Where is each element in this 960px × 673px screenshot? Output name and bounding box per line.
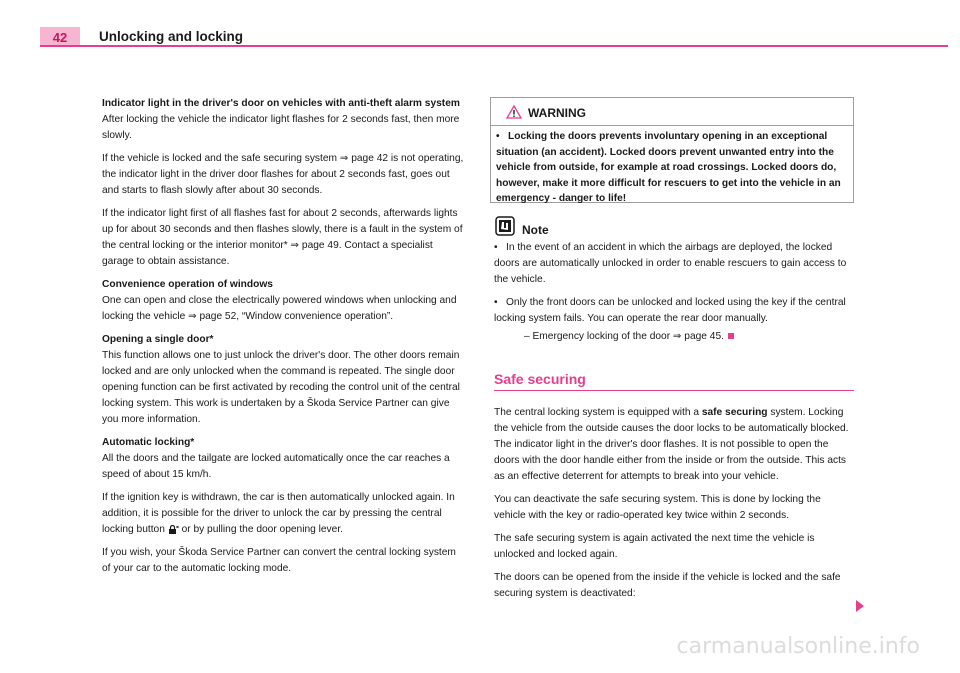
next-page-arrow-icon[interactable]	[856, 600, 864, 612]
note-sub-item-text: – Emergency locking of the door ⇒ page 45.	[524, 331, 724, 342]
note-title: Note	[522, 223, 549, 237]
paragraph-part: If the ignition key is withdrawn, the car is then automatically unlocked again. In addition, it is possible for the driver to unlock the car by pressing the central locking button	[102, 492, 455, 535]
warning-text	[496, 129, 848, 207]
indicator-heading: Indicator light in the driver's door on vehicles with anti-theft alarm system	[102, 98, 460, 109]
paragraph	[102, 490, 467, 538]
paragraph: The safe securing system is again activated the next time the vehicle is unlocked and locked again.	[494, 533, 815, 560]
note-sub-item	[494, 329, 854, 345]
note-item-text: In the event of an accident in which the airbags are deployed, the locked doors are automatically unlocked in order to enable rescuers to gain access to the vehicle.	[494, 242, 847, 285]
paragraph: One can open and close the electrically powered windows when unlocking and locking the vehicle ⇒ page 52, “Window convenience operation”.	[102, 295, 457, 322]
paragraph-part: system. Locking the vehicle from the outside causes the door locks to be automatically blocked. The indicator light in the driver's door flashes. It is not possible to open the doors with the door handle either from the inside or from the outside. This acts as an effective deterrent for attempts to break into your vehicle.	[494, 407, 849, 482]
note-item	[494, 295, 854, 327]
section-title-safe-securing: Safe securing	[494, 371, 586, 387]
warning-body: Locking the doors prevents involuntary opening in an exceptional situation (an accident). Locked doors prevent unwanted entry into the vehicle from outside, for example at road crossings. Locked doors do, however, make it more difficult for rescuers to get into the vehicle in an emergency - danger to life!	[496, 131, 841, 204]
automatic-locking-heading: Automatic locking*	[102, 437, 195, 448]
note-item	[494, 240, 854, 288]
paragraph: If you wish, your Škoda Service Partner can convert the central locking system of your car to the automatic locking mode.	[102, 547, 456, 574]
windows-heading: Convenience operation of windows	[102, 279, 273, 290]
header-rule	[40, 45, 948, 47]
bullet: •	[496, 131, 500, 142]
paragraph: If the vehicle is locked and the safe securing system ⇒ page 42 is not operating, the indicator light in the driver door flashes for about 2 seconds fast, goes out and starts to flash slowly after about 30 seconds.	[102, 153, 464, 196]
section-rule	[494, 390, 854, 391]
paragraph: The doors can be opened from the inside if the vehicle is locked and the safe securing system is deactivated:	[494, 572, 841, 599]
bold-term: safe securing	[701, 407, 768, 418]
note-icon	[495, 216, 515, 236]
single-door-heading: Opening a single door*	[102, 334, 214, 345]
paragraph: After locking the vehicle the indicator light flashes for 2 seconds fast, then more slowly.	[102, 114, 460, 141]
warning-header	[491, 98, 853, 126]
paragraph	[494, 405, 854, 485]
paragraph-part: The central locking system is equipped with a	[494, 407, 702, 418]
safe-securing-body	[494, 405, 854, 609]
paragraph: You can deactivate the safe securing system. This is done by locking the vehicle with the key or radio-operated key twice within 2 seconds.	[494, 494, 821, 521]
bullet: •	[494, 242, 498, 253]
left-column	[102, 96, 467, 584]
paragraph: All the doors and the tailgate are locked automatically once the car reaches a speed of about 15 km/h.	[102, 453, 450, 480]
bullet: •	[494, 297, 498, 308]
paragraph: This function allows one to just unlock the driver's door. The other doors remain locked and are only unlocked when the command is repeated. The single door opening function can be first activated by recoding the control unit of the central locking system. This work is undertaken by a Škoda Service Partner can give you more information.	[102, 350, 460, 425]
page-number: 42	[40, 27, 80, 47]
lock-button-icon	[168, 525, 179, 534]
watermark: carmanualsonline.info	[676, 634, 920, 659]
warning-box	[490, 97, 854, 203]
page-title: Unlocking and locking	[99, 29, 244, 44]
paragraph: If the indicator light first of all flashes fast for about 2 seconds, afterwards lights up for about 30 seconds and then flashes slowly, there is a fault in the system of the central locking or the interior monitor* ⇒ page 49. Contact a specialist garage to obtain assistance.	[102, 208, 463, 267]
note-body	[494, 240, 854, 352]
warning-title: WARNING	[528, 106, 586, 120]
note-item-text: Only the front doors can be unlocked and locked using the key if the central locking system fails. You can operate the rear door manually.	[494, 297, 846, 324]
end-marker	[728, 333, 734, 339]
paragraph-part: or by pulling the door opening lever.	[181, 524, 343, 535]
warning-triangle-icon	[506, 105, 522, 119]
